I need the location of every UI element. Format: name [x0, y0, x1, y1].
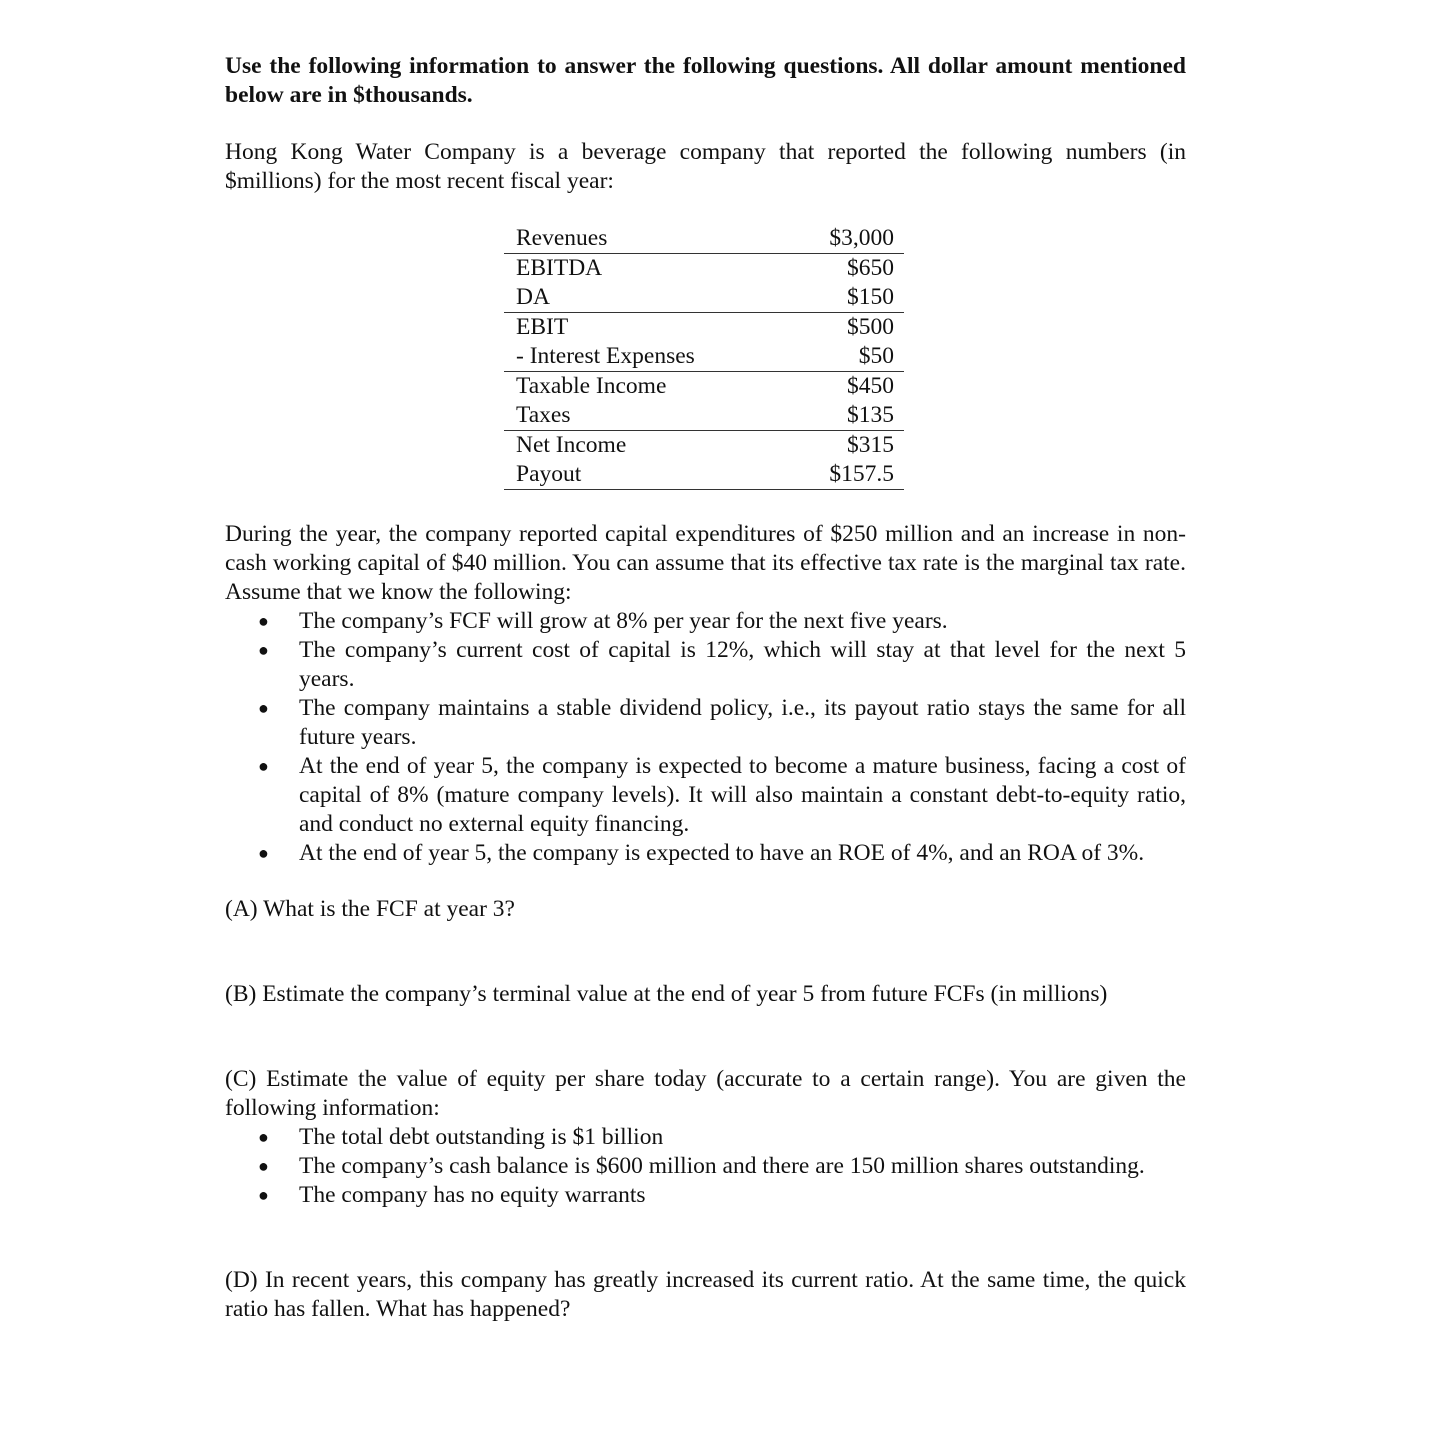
row-value: $315 — [847, 432, 894, 458]
table-row — [504, 342, 904, 372]
row-value: $135 — [783, 401, 904, 431]
row-label: EBIT — [516, 314, 569, 340]
financial-table — [504, 224, 904, 490]
lead-text: Hong Kong Water Company is a beverage company that reported the following numbers (in $millions) for the most recent fiscal year: — [225, 139, 1186, 194]
row-value: $157.5 — [783, 460, 904, 490]
table-row — [504, 283, 904, 313]
row-value: $650 — [847, 255, 894, 281]
row-label: Taxable Income — [516, 373, 667, 399]
table-row — [504, 224, 904, 254]
row-value: $3,000 — [783, 224, 904, 254]
question-b: (B) Estimate the company’s terminal value at the end of year 5 from future FCFs (in millions) — [225, 981, 1108, 1007]
bullet-icon: ● — [258, 698, 269, 718]
list-item: ● The company’s cash balance is $600 million and there are 150 million shares outstanding. — [258, 1153, 1145, 1179]
row-label: DA — [504, 283, 783, 313]
bullet-icon: ● — [258, 1185, 269, 1205]
bullet-icon: ● — [258, 1156, 269, 1176]
assumptions-list — [225, 607, 1186, 868]
row-label: Payout — [504, 460, 783, 490]
table-row — [504, 460, 904, 490]
bullet-icon: ● — [258, 756, 269, 776]
question-c: (C) Estimate the value of equity per share today (accurate to a certain range). You are given the following information: — [225, 1066, 1186, 1121]
table-row — [504, 401, 904, 431]
row-label: Revenues — [504, 224, 783, 254]
row-value: $450 — [847, 373, 894, 399]
bullet-icon: ● — [258, 611, 269, 631]
table-row — [504, 431, 904, 461]
row-value: $500 — [847, 314, 894, 340]
row-label: EBITDA — [516, 255, 603, 281]
bullet-icon: ● — [258, 1127, 269, 1147]
scenario-paragraph: During the year, the company reported capital expenditures of $250 million and an increase in non-cash working capital of $40 million. You can assume that its effective tax rate is the marginal tax rate. Assume that we know the following: — [225, 521, 1186, 605]
table-row — [504, 313, 904, 343]
row-label: Taxes — [504, 401, 783, 431]
row-label: Net Income — [516, 432, 627, 458]
list-item: ● The company’s FCF will grow at 8% per year for the next five years. — [258, 608, 948, 634]
list-item: ● The total debt outstanding is $1 billion — [258, 1124, 664, 1150]
list-item: ● The company has no equity warrants — [258, 1182, 646, 1208]
question-a: (A) What is the FCF at year 3? — [225, 896, 515, 922]
bullet-icon: ● — [258, 640, 269, 660]
list-item: ● At the end of year 5, the company is expected to become a mature business, facing a cost of capital of 8% (mature company levels). It will also maintain a constant debt-to-equity ratio, and conduct no external equity financing. — [258, 753, 1186, 837]
row-label: - Interest Expenses — [504, 342, 783, 372]
intro-text: Use the following information to answer the following questions. All dollar amount mentioned below are in $thousands. — [225, 53, 1186, 108]
question-d: (D) In recent years, this company has greatly increased its current ratio. At the same time, the quick ratio has fallen. What has happened? — [225, 1267, 1186, 1322]
bullet-icon: ● — [258, 843, 269, 863]
list-item: ● The company’s current cost of capital is 12%, which will stay at that level for the next 5 years. — [258, 637, 1186, 692]
row-value: $150 — [783, 283, 904, 313]
list-item: ● The company maintains a stable dividend policy, i.e., its payout ratio stays the same for all future years. — [258, 695, 1186, 750]
list-item: ● At the end of year 5, the company is expected to have an ROE of 4%, and an ROA of 3%. — [258, 840, 1145, 866]
document-page — [225, 52, 1186, 1324]
question-c-list — [225, 1123, 1186, 1210]
table-row — [504, 254, 904, 284]
row-value: $50 — [783, 342, 904, 372]
table-row — [504, 372, 904, 402]
